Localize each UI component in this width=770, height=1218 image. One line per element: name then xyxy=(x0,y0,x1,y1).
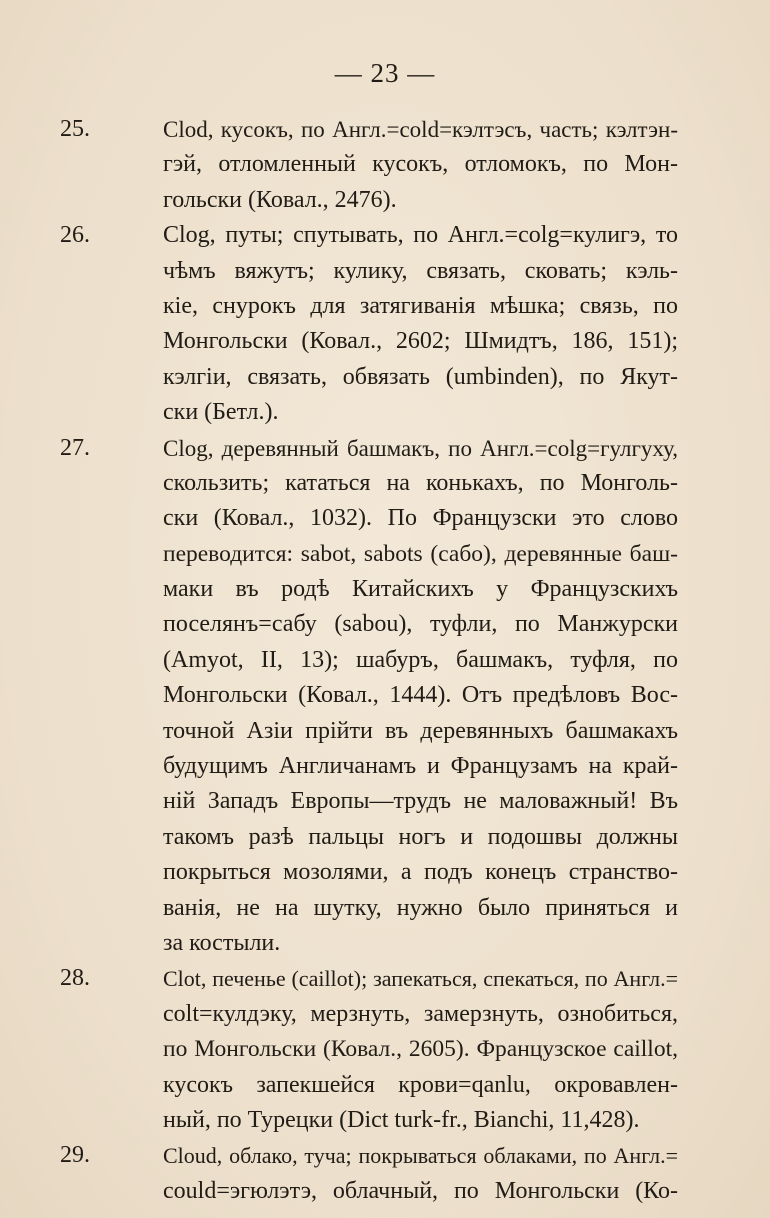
entry-line: маки въ родѣ Китайскихъ у Французскихъ xyxy=(163,576,678,603)
entry-line: покрыться мозолями, а подъ конецъ странство- xyxy=(163,859,678,886)
entry-line: кіе, снурокъ для затягиванія мѣшка; связь, по xyxy=(163,292,678,319)
entry-number: 25. xyxy=(60,116,90,142)
entry-line: поселянъ=сабу (sabou), туфли, по Манжурски xyxy=(163,611,678,638)
entry-number: 29. xyxy=(60,1142,90,1169)
entry-28 xyxy=(60,961,678,1138)
entry-26 xyxy=(60,218,678,430)
entry-line: Clog, путы; спутывать, по Англ.=colg=кулигэ, то xyxy=(163,222,678,249)
entry-line: (Amyot, II, 13); шабуръ, башмакъ, туфля, по xyxy=(163,646,678,673)
entry-29 xyxy=(60,1138,678,1209)
entry-line: Clot, печенье (caillot); запекаться, спекаться, по Англ.= xyxy=(163,966,678,992)
entry-number: 27. xyxy=(60,434,90,461)
entry-number: 28. xyxy=(60,965,90,992)
entry-line: гольски (Ковал., 2476). xyxy=(163,186,397,213)
entry-line: Clog, деревянный башмакъ, по Англ.=colg=гулгуху, xyxy=(163,435,678,461)
entry-line: ный, по Турецки (Dict turk-fr., Bianchi, 11,428). xyxy=(163,1106,640,1133)
entry-line: переводится: sabot, sabots (сабо), деревянные баш- xyxy=(163,540,678,567)
entry-line: по Монгольски (Ковал., 2605). Французское caillot, xyxy=(163,1036,678,1063)
entry-line: Монгольски (Ковал., 1444). Отъ предѣловъ Вос- xyxy=(163,682,678,709)
entry-line: Clod, кусокъ, по Англ.=cold=кэлтэсъ, часть; кэлтэн- xyxy=(163,117,678,142)
entry-line: чѣмъ вяжутъ; кулику, связать, сковать; кэль- xyxy=(163,257,678,284)
entry-line: ски (Ковал., 1032). По Французски это слово xyxy=(163,505,678,532)
entry-line: будущимъ Англичанамъ и Французамъ на край- xyxy=(163,753,678,780)
entry-line: такомъ разѣ пальцы ногъ и подошвы должны xyxy=(163,823,678,850)
entry-line: кусокъ запекшейся крови=qanlu, окровавлен- xyxy=(163,1071,678,1098)
entry-line: could=эгюлэтэ, облачный, по Монгольски (Ко- xyxy=(163,1177,678,1204)
entry-line: ванія, не на шутку, нужно было приняться и xyxy=(163,894,678,921)
entry-line: Cloud, облако, туча; покрываться облаками, по Англ.= xyxy=(163,1143,678,1169)
entry-line: кэлгіи, связать, обвязать (umbinden), по Якут- xyxy=(163,363,678,390)
entry-line: ній Западъ Европы—трудъ не маловажный! Въ xyxy=(163,788,678,815)
entry-line: точной Азіи прійти въ деревянныхъ башмакахъ xyxy=(163,717,678,744)
dictionary-entries xyxy=(60,112,678,1209)
entry-line: скользить; кататься на конькахъ, по Монголь- xyxy=(163,469,678,496)
entry-line: гэй, отломленный кусокъ, отломокъ, по Мон- xyxy=(163,151,678,178)
entry-line: Монгольски (Ковал., 2602; Шмидтъ, 186, 151); xyxy=(163,328,678,355)
entry-25 xyxy=(60,112,678,218)
entry-line: colt=кулдэку, мерзнуть, замерзнуть, ознобиться, xyxy=(163,1000,678,1027)
page-number: — 23 — xyxy=(334,58,436,88)
entry-line: ски (Бетл.). xyxy=(163,399,279,426)
entry-number: 26. xyxy=(60,222,90,249)
entry-27 xyxy=(60,431,678,962)
entry-line: за костыли. xyxy=(163,929,281,956)
